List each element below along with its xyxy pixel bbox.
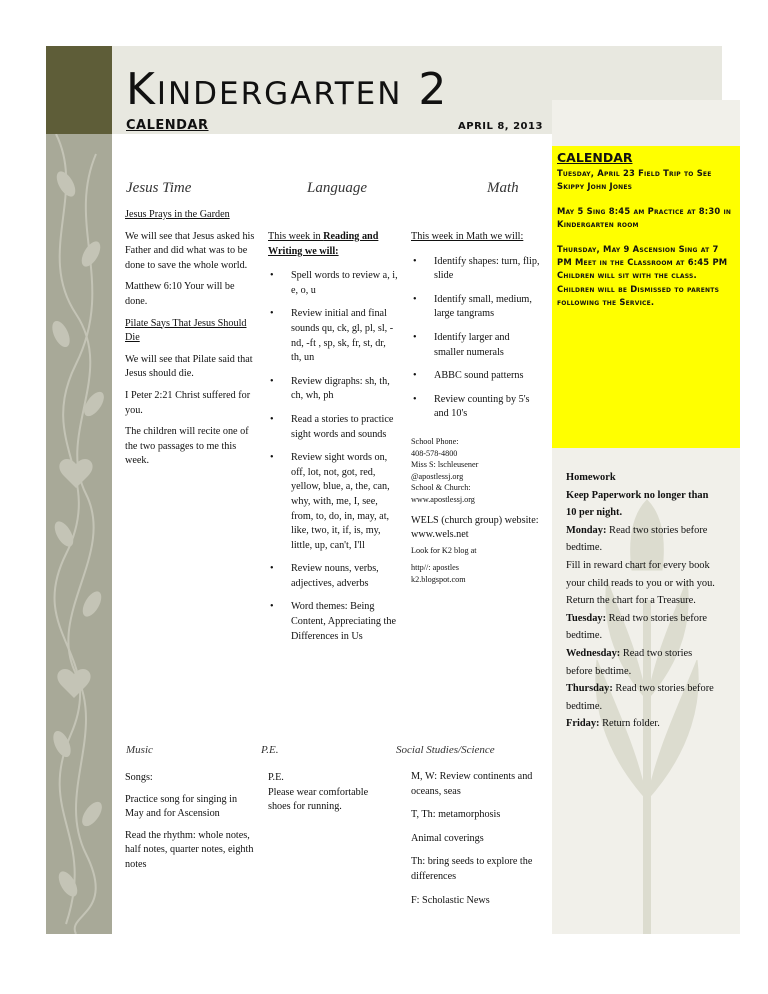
- lesson2-title: Pilate Says That Jesus Should Die: [125, 317, 247, 344]
- pe-section: [268, 771, 388, 815]
- page-date: APRIL 8, 2013: [458, 121, 543, 132]
- verse2: I Peter 2:21 Christ suffered for you.: [125, 389, 251, 416]
- list-item: M, W: Review continents and oceans, seas: [411, 771, 533, 797]
- list-item: • Review sight words on, off, lot, not, got, red, yellow, blue, a, the, can, why, with, me, I, see, from, to, do, in, may, at, like, two, it, if, is, my, little, up, can't, I'll: [268, 451, 398, 553]
- math-list: [411, 255, 541, 422]
- music-text2: Read the rhythm: whole notes, half notes, quarter notes, eighth notes: [125, 829, 254, 870]
- heading-music: Music: [126, 744, 153, 756]
- contact-line: School & Church:: [411, 483, 471, 493]
- music-section: [125, 771, 255, 880]
- social-studies-section: [411, 770, 541, 917]
- closing-text: The children will recite one of the two passages to me this week.: [125, 426, 249, 467]
- list-item: • Read a stories to practice sight words and sounds: [268, 413, 398, 442]
- list-item: • Identify larger and smaller numerals: [411, 331, 541, 360]
- music-label: Songs:: [125, 772, 153, 783]
- math-intro: This week in Math we will:: [411, 231, 524, 242]
- lesson2-text: We will see that Pilate said that Jesus should die.: [125, 353, 253, 380]
- sidebar-dark-block: [46, 46, 112, 134]
- language-intro: This week in Reading and Writing we will:: [268, 231, 379, 257]
- page-subtitle: CALENDAR: [126, 118, 209, 133]
- list-item: Th: bring seeds to explore the differences: [411, 856, 533, 882]
- wels-text: WELS (church group) website: www.wels.net: [411, 514, 539, 541]
- calendar-item: May 5 Sing 8:45 am Practice at 8:30 in Kindergarten room: [557, 205, 732, 230]
- list-item: • ABBC sound patterns: [411, 369, 541, 384]
- calendar-item: Thursday, May 9 Ascension Sing at 7 PM Meet in the Classroom at 6:45 PM Children will sit with the class. Children will be Dismissed to parents following the Service.: [557, 243, 728, 308]
- language-list: [268, 269, 398, 644]
- lesson1-title: Jesus Prays in the Garden: [125, 209, 230, 220]
- contact-line: Miss S: lschleusener: [411, 460, 479, 470]
- list-item: Animal coverings: [411, 832, 484, 844]
- contact-line: School Phone:: [411, 436, 459, 446]
- lesson1-text: We will see that Jesus asked his Father and did what was to be done to save the whole world.: [125, 230, 255, 271]
- list-item: F: Scholastic News: [411, 894, 490, 906]
- list-item: • Review digraphs: sh, th, ch, wh, ph: [268, 375, 398, 404]
- heading-social-studies: Social Studies/Science: [396, 744, 495, 756]
- heading-language: Language: [307, 180, 367, 196]
- verse1: Matthew 6:10 Your will be done.: [125, 281, 235, 307]
- jesus-time-column: [125, 208, 255, 476]
- list-item: • Review initial and final sounds qu, ck, gl, pl, sl, -nd, -ft , sp, sk, fr, st, dr, th, un: [268, 307, 398, 365]
- contact-line: @apostlessj.org: [411, 471, 464, 481]
- calendar-box-title: CALENDAR: [557, 150, 633, 165]
- homework-thursday: Thursday: Read two stories before bedtime.: [566, 683, 714, 712]
- homework-tuesday: Tuesday: Read two stories before bedtime.: [566, 612, 708, 642]
- blog-text: Look for K2 blog at: [411, 545, 477, 555]
- heading-pe: P.E.: [261, 744, 279, 756]
- list-item: • Identify small, medium, large tangrams: [411, 293, 541, 322]
- calendar-item: Tuesday, April 23 Field Trip to See Skippy John Jones: [557, 168, 712, 192]
- homework-note: Keep Paperwork no longer than 10 per night.: [566, 489, 709, 519]
- calendar-box: [552, 146, 740, 448]
- contact-info: [411, 436, 541, 506]
- heading-jesus-time: Jesus Time: [126, 180, 192, 196]
- blog-url: http//: apostles k2.blogspot.com: [411, 563, 466, 584]
- heading-math: Math: [487, 180, 519, 196]
- contact-line: www.apostlessj.org: [411, 494, 475, 504]
- homework-reward: Fill in reward chart for every book your child reads to you or with you. Return the chart for a Treasure.: [566, 559, 715, 607]
- pe-text: Please wear comfortable shoes for running.: [268, 786, 369, 813]
- homework-friday: Friday: Return folder.: [566, 718, 660, 730]
- list-item: • Review nouns, verbs, adjectives, adverbs: [268, 562, 398, 591]
- list-item: • Identify shapes: turn, flip, slide: [411, 255, 541, 284]
- language-column: [268, 230, 398, 653]
- homework-monday: Monday: Read two stories before bedtime.: [566, 524, 708, 554]
- homework-section: [566, 469, 716, 733]
- page-title: Kindergarten 2: [126, 64, 449, 115]
- homework-wednesday: Wednesday: Read two stories before bedtime.: [566, 647, 693, 677]
- floral-pattern: [46, 134, 112, 934]
- music-text1: Practice song for singing in May and for Ascension: [125, 793, 238, 820]
- homework-title: Homework: [566, 472, 616, 483]
- contact-line: 408-578-4800: [411, 448, 458, 458]
- math-column: [411, 230, 541, 585]
- pe-label: P.E.: [268, 772, 284, 783]
- list-item: • Spell words to review a, i, e, o, u: [268, 269, 398, 298]
- list-item: • Word themes: Being Content, Appreciating the Differences in Us: [268, 600, 398, 644]
- list-item: • Review counting by 5's and 10's: [411, 393, 541, 422]
- list-item: T, Th: metamorphosis: [411, 809, 501, 821]
- decorative-sidebar: [46, 46, 112, 934]
